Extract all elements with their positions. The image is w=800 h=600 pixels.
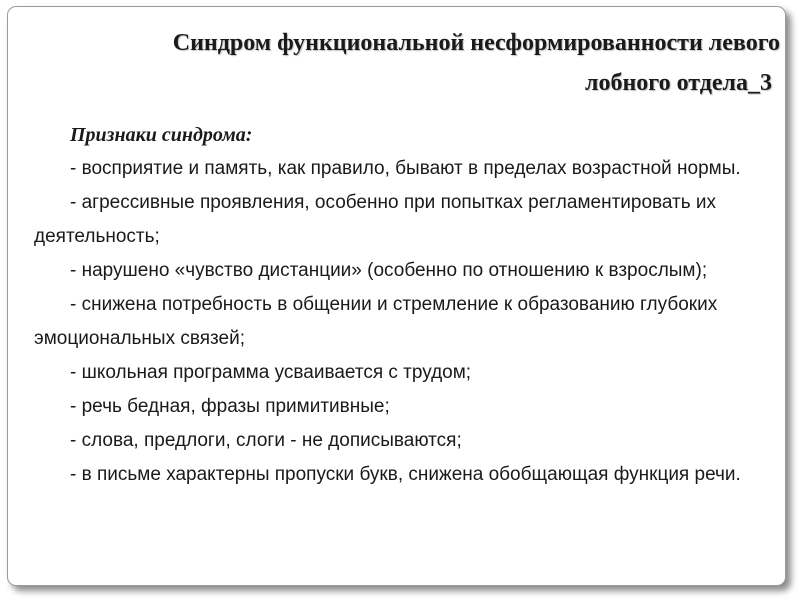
list-item: - слова, предлоги, слоги - не дописываются; [70,430,462,451]
list-item: - снижена потребность в общении и стремление к образованию глубоких эмоциональных связей; [34,294,718,349]
list-item: - восприятие и память, как правило, бывают в пределах возрастной нормы. [70,158,741,179]
slide-title-line-1: Синдром функциональной несформированности левого [172,30,780,56]
list-item: - в письме характерны пропуски букв, снижена обобщающая функция речи. [70,464,741,485]
list-item: - агрессивные проявления, особенно при попытках регламентировать их деятельность; [34,192,717,247]
section-subtitle: Признаки синдрома: [70,124,253,146]
list-item: - речь бедная, фразы примитивные; [70,396,390,417]
slide-body [34,118,746,492]
list-item: - школьная программа усваивается с трудом; [70,362,472,383]
slide-title-line-2: лобного отдела_3 [584,70,772,96]
list-item: - нарушено «чувство дистанции» (особенно по отношению к взрослым); [70,260,708,281]
